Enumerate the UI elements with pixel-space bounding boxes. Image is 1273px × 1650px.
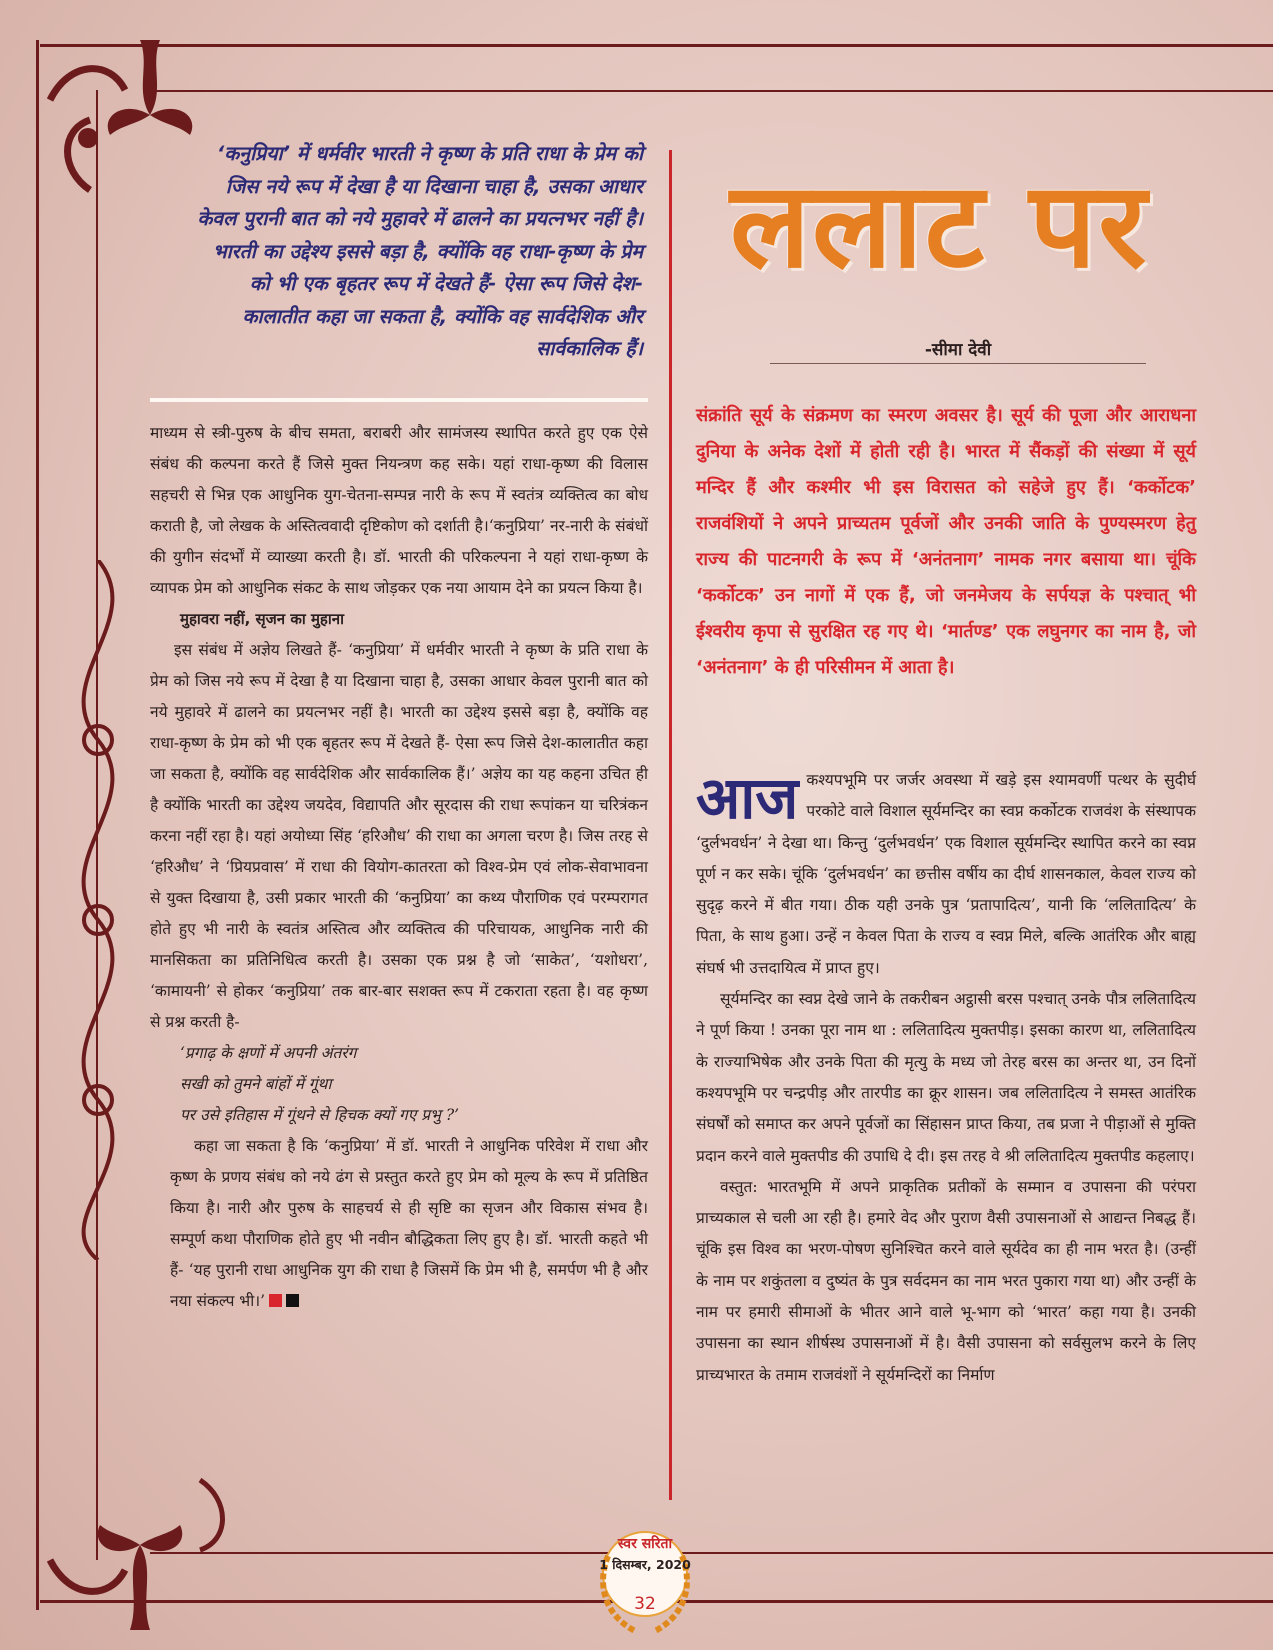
left-paragraph-3: कहा जा सकता है कि ‘कनुप्रिया’ में डॉ. भारती ने आधुनिक परिवेश में राधा और कृष्ण के प्रणय संबंध को नये ढंग से प्रस्तुत करते हुए प्रेम को मूल्य के रूप में प्रतिष्ठित किया है। नारी और पुरुष के साहचर्य से ही सृष्टि का सृजन और विकास संभव है। सम्पूर्ण कथा पौराणिक होते हुए भी नवीन बौद्धिकता लिए हुए है। डॉ. भारती कहते भी हैं- ‘यह पुरानी राधा आधुनिक युग की राधा है जिसमें कि प्रेम भी है, समर्पण भी है और नया संकल्प भी।’ — [170, 1137, 648, 1310]
frame-top-line-outer — [40, 44, 1273, 47]
end-mark-black-icon — [286, 1294, 299, 1307]
swirl-ornament-left-icon — [38, 560, 158, 1260]
left-column — [150, 418, 648, 1317]
left-paragraph-2: इस संबंध में अज्ञेय लिखते हैं- ‘कनुप्रिया’ में धर्मवीर भारती ने कृष्ण के प्रति राधा के प्रेम को जिस नये रूप में देखा है या दिखाना चाहा है, उसका आधार केवल पुरानी बात को नये मुहावरे में ढालने का प्रयत्नभर नहीं है। भारती का उद्देश्य इससे बड़ा है, क्योंकि वह राधा-कृष्ण के प्रेम को भी एक बृहतर रूप में देखते हैं- ऐसा रूप जिसे देश-कालातीत कहा जा सकता है, क्योंकि वह सार्वदेशिक और सार्वकालिक हैं।’ अज्ञेय का यह कहना उचित ही है क्योंकि भारती का उद्देश्य जयदेव, विद्यापति और सूरदास की राधा रूपांकन या चरित्रंकन करना नहीं रहा है। यहां अयोध्या सिंह ‘हरिऔध’ की राधा का अगला चरण है। जिस तरह से ‘हरिऔध’ ने ‘प्रियप्रवास’ में राधा की वियोग-कातरता को विश्व-प्रेम एवं लोक-सेवाभावना से युक्त दिखाया है, उसी प्रकार भारती की ‘कनुप्रिया’ का कथ्य पौराणिक एवं परम्परागत होते हुए भी नारी के स्वतंत्र अस्तित्व और व्यक्तित्व की परिचायक, आधुनिक नारी की मानसिकता का प्रतिनिधित्व करती है। उसका एक प्रश्न है जो ‘साकेत’, ‘यशोधरा’, ‘कामायनी’ से होकर ‘कनुप्रिया’ तक बार-बार सशक्त रूप में टकराता रहता है। वह कृष्ण से प्रश्न करती है- — [150, 641, 648, 1031]
corner-ornament-top-icon — [30, 20, 220, 210]
section-subheading: मुहावरा नहीं, सृजन का मुहाना — [180, 610, 344, 628]
article-title: ललाट पर — [730, 156, 1149, 294]
right-column — [696, 765, 1196, 1391]
author-byline: -सीमा देवी — [924, 340, 992, 360]
end-mark-red-icon — [269, 1294, 282, 1307]
corner-ornament-bottom-icon — [30, 1440, 230, 1640]
verse-line-2: सखी को तुमने बांहों में गूंथा — [180, 1075, 332, 1093]
frame-top-line-inner — [150, 90, 1273, 92]
left-paragraph-3-wrap — [150, 1131, 648, 1317]
right-paragraph-1-wrap — [696, 765, 1196, 984]
verse-line-1: ‘प्रगाढ़ के क्षणों में अपनी अंतरंग — [180, 1044, 357, 1062]
drop-cap: आज — [696, 764, 799, 832]
right-paragraph-2: सूर्यमन्दिर का स्वप्न देखे जाने के तकरीबन अट्ठासी बरस पश्चात् उनके पौत्र ललितादित्य ने पूर्ण किया ! उनका पूरा नाम था : ललितादित्य मुक्तपीड़। इसका कारण था, ललितादित्य के राज्याभिषेक और उनके पिता की मृत्यु के मध्य जो तेरह बरस का अन्तर था, उन दिनों कश्यपभूमि पर चन्द्रपीड़ और तारपीड का क्रूर शासन। जब ललितादित्य ने समस्त आतंरिक संघर्षों को समाप्त कर अपने पूर्वजों का सिंहासन प्राप्त किया, तब प्रजा ने पीड़ाओं से मुक्ति प्रदान करने वाले मुक्तपीड की उपाधि दे दी। इस तरह वे श्री ललितादित्य मुक्तपीड कहलाए। — [696, 990, 1196, 1165]
footer-badge — [590, 1516, 700, 1641]
byline-rule — [770, 363, 1146, 364]
column-divider — [669, 150, 672, 1500]
verse-line-3: पर उसे इतिहास में गूंथने से हिचक क्यों गए प्रभु ?’ — [180, 1106, 460, 1124]
frame-bottom-line-inner — [150, 1552, 1273, 1554]
page-number: 32 — [634, 1594, 656, 1614]
left-paragraph-1: माध्यम से स्त्री-पुरुष के बीच समता, बराबरी और सामंजस्य स्थापित करते हुए एक ऐसे संबंध की कल्पना करते हैं जिसे मुक्त नियन्त्रण कह सके। यहां राधा-कृष्ण की विलास सहचरी से भिन्न एक आधुनिक युग-चेतना-सम्पन्न नारी के रूप में स्वतंत्र व्यक्तित्व का बोध कराती है, जो लेखक के अस्तित्ववादी दृष्टिकोण को दर्शाती है।‘कनुप्रिया’ नर-नारी के संबंधों की युगीन संदर्भों में व्याख्या करती है। डॉ. भारती की परिकल्पना ने यहां राधा-कृष्ण के व्यापक प्रेम को आधुनिक संकट के साथ जोड़कर एक नया आयाम देने का प्रयत्न किया है। — [150, 424, 648, 597]
pull-quote-rule — [150, 398, 648, 402]
magazine-name: स्वर सरिता — [617, 1536, 673, 1552]
issue-date: 1 दिसम्बर, 2020 — [599, 1557, 691, 1572]
pull-quote: ‘कनुप्रिया’ में धर्मवीर भारती ने कृष्ण के प्रति राधा के प्रेम को जिस नये रूप में देखा है या दिखाना चाहा है, उसका आधार केवल पुरानी बात को नये मुहावरे में ढालने का प्रयत्नभर नहीं है। भारती का उद्देश्य इससे बड़ा है, क्योंकि वह राधा-कृष्ण के प्रेम को भी एक बृहतर रूप में देखते हैं- ऐसा रूप जिसे देश-कालातीत कहा जा सकता है, क्योंकि वह सार्वदेशिक और सार्वकालिक हैं। — [197, 142, 643, 360]
right-paragraph-3: वस्तुत: भारतभूमि में अपने प्राकृतिक प्रतीकों के सम्मान व उपासना की परंपरा प्राच्यकाल से चली आ रही है। हमारे वेद और पुराण वैसी उपासनाओं से आद्यन्त निबद्ध हैं। चूंकि इस विश्व का भरण-पोषण सुनिश्चित करने वाले सूर्यदेव का ही नाम भरत है। (उन्हीं के नाम पर शकुंतला व दुष्यंत के पुत्र सर्वदमन का नाम भरत पुकारा गया था) और उन्हीं के नाम पर हमारी सीमाओं के भीतर आने वाले भू-भाग को ‘भारत’ कहा गया है। उनकी उपासना का स्थान शीर्षस्थ उपासनाओं में है। वैसी उपासना को सर्वसुलभ करने के लिए प्राच्यभारत के तमाम राजवंशों ने सूर्यमन्दिरों का निर्माण — [696, 1177, 1196, 1384]
intro-paragraph: संक्रांति सूर्य के संक्रमण का स्मरण अवसर है। सूर्य की पूजा और आराधना दुनिया के अनेक देशों में होती रही है। भारत में सैंकड़ों की संख्या में सूर्य मन्दिर हैं और कश्मीर भी इस विरासत को सहेजे हुए हैं। ‘कर्कोटक’ राजवंशियों ने अपने प्राच्यतम पूर्वजों और उनकी जाति के पुण्यस्मरण हेतु राज्य की पाटनगरी के रूप में ‘अनंतनाग’ नामक नगर बसाया था। चूंकि ‘कर्कोटक’ उन नागों में एक हैं, जो जनमेजय के सर्पयज्ञ के पश्चात् भी ईश्वरीय कृपा से सुरक्षित रह गए थे। ‘मार्तण्ड’ एक लघुनगर का नाम है, जो ‘अनंतनाग’ के ही परिसीमन में आता है। — [696, 405, 1196, 678]
right-paragraph-1: कश्यपभूमि पर जर्जर अवस्था में खड़े इस श्यामवर्णी पत्थर के सुदीर्घ परकोटे वाले विशाल सूर्यमन्दिर का स्वप्न कर्कोटक राजवंश के संस्थापक ‘दुर्लभवर्धन’ ने देखा था। किन्तु ‘दुर्लभवर्धन’ एक विशाल सूर्यमन्दिर स्थापित करने का स्वप्न पूर्ण न कर सके। चूंकि ‘दुर्लभवर्धन’ का छत्तीस वर्षीय का दीर्घ शासनकाल, केवल राज्य को सुदृढ़ करने में बीत गया। ठीक यही उनके पुत्र ‘प्रतापादित्य’, यानी कि ‘ललितादित्य’ के पिता, के साथ हुआ। उन्हें न केवल पिता के राज्य व स्वप्न मिले, बल्कि आतंरिक और बाह्य संघर्ष भी उत्तदायित्व में प्राप्त हुए। — [696, 771, 1196, 977]
